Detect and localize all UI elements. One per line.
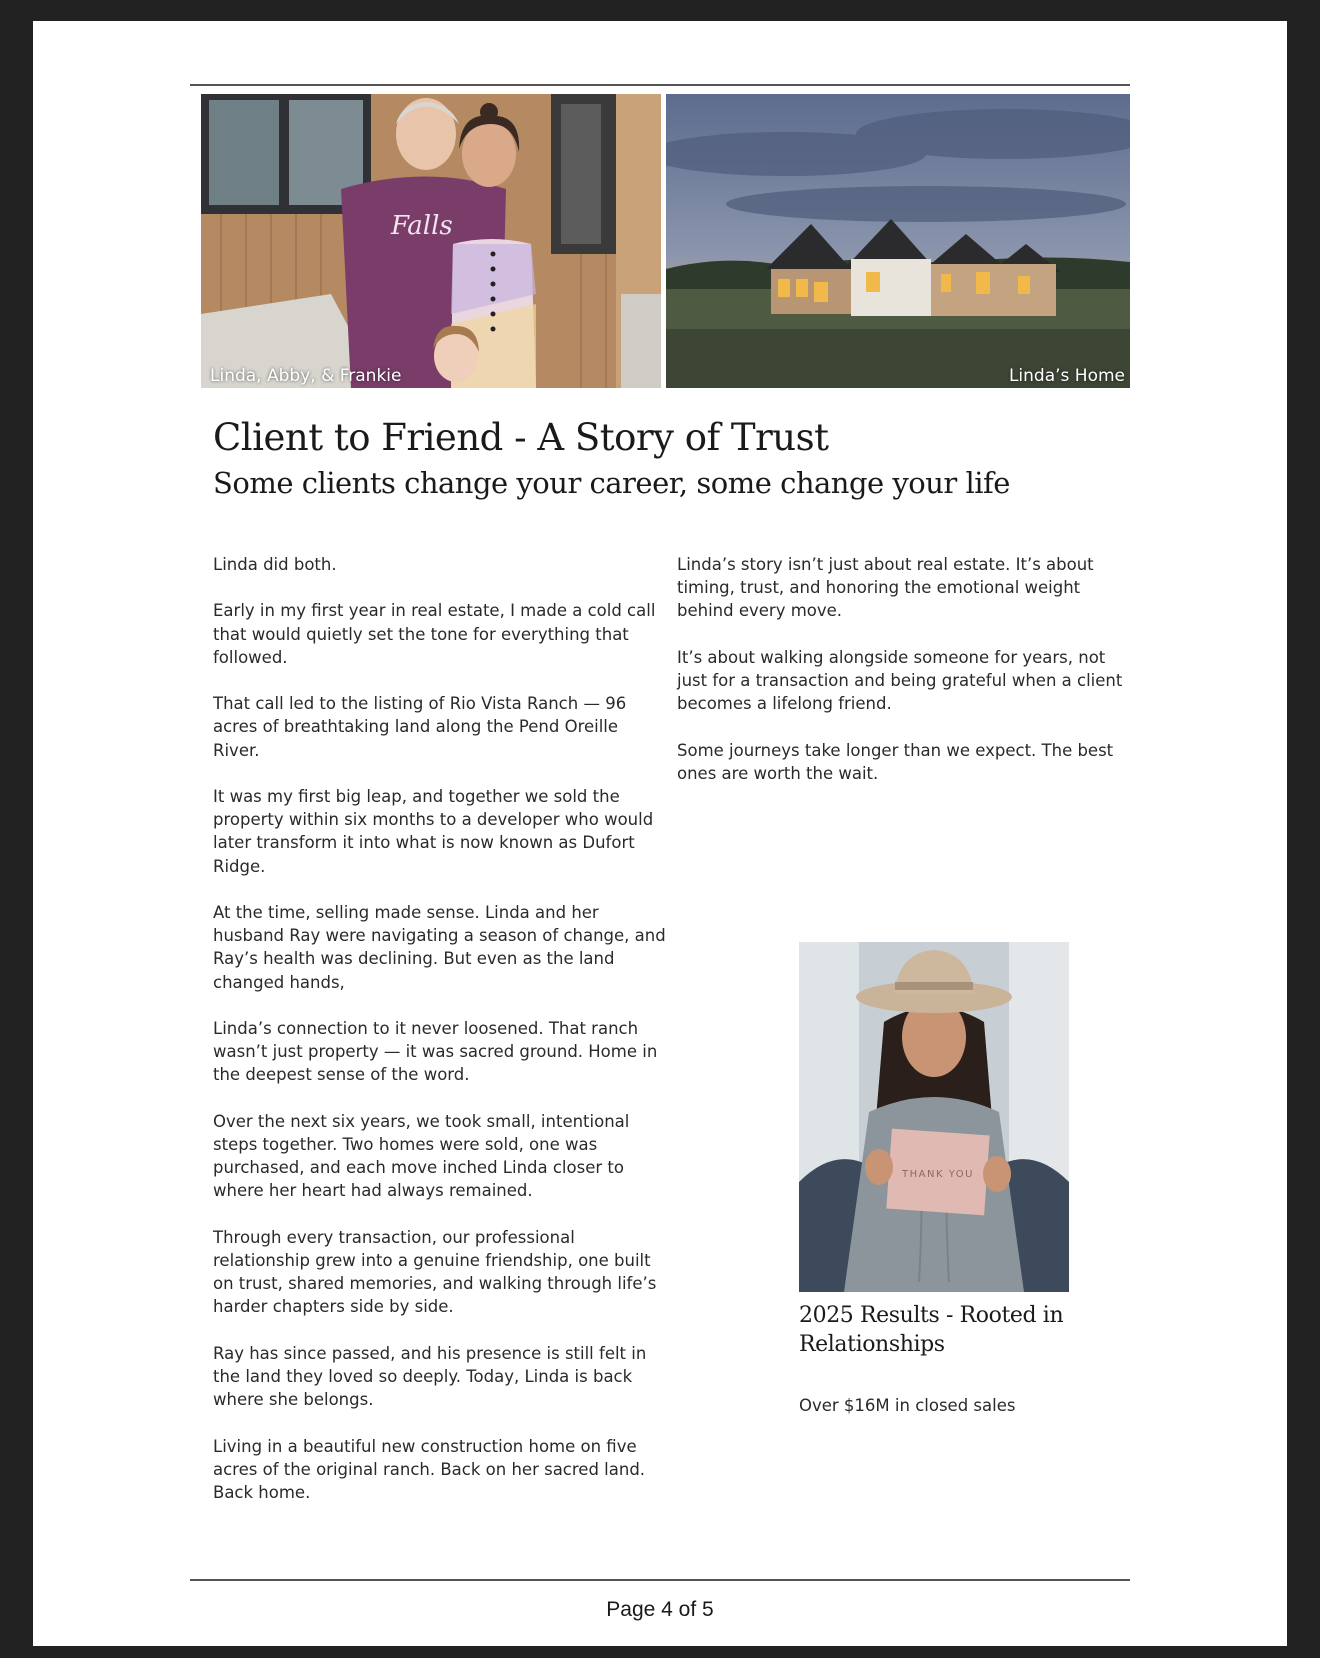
story-right-column xyxy=(677,553,1127,808)
article-subtitle: Some clients change your career, some change your life xyxy=(213,466,1010,500)
family-photo-illustration xyxy=(201,94,661,388)
paragraph: Through every transaction, our professional relationship grew into a genuine friendship, one built on trust, shared memories, and walking through life’s harder chapters side by side. xyxy=(213,1227,657,1317)
right-photo-caption: Linda’s Home xyxy=(1008,366,1125,386)
card-text: THANK YOU xyxy=(902,1169,974,1180)
paragraph: Some journeys take longer than we expect. The best ones are worth the wait. xyxy=(677,740,1114,783)
shirt-logo-text: Falls xyxy=(391,211,453,241)
paragraph: Ray has since passed, and his presence is still felt in the land they loved so deeply. Today, Linda is back where she belongs. xyxy=(213,1343,647,1410)
paragraph: Early in my first year in real estate, I made a cold call that would quietly set the tone for everything that followed. xyxy=(213,601,656,667)
photo-linda-abby-frankie xyxy=(201,94,661,388)
paragraph: At the time, selling made sense. Linda and her husband Ray were navigating a season of change, and Ray’s health was declining. But even as the land changed hands, xyxy=(213,902,666,992)
paragraph: It’s about walking alongside someone for years, not just for a transaction and being grateful when a client becomes a lifelong friend. xyxy=(677,647,1123,714)
paragraph: It was my first big leap, and together we sold the property within six months to a developer who would later transform it into what is now known as Dufort Ridge. xyxy=(213,786,654,876)
newsletter-page xyxy=(33,21,1287,1646)
left-photo-caption: Linda, Abby, & Frankie xyxy=(210,366,402,386)
paragraph: Over the next six years, we took small, intentional steps together. Two homes were sold, one was purchased, and each move inched Linda closer to where her heart had always remained. xyxy=(213,1111,630,1201)
paragraph: That call led to the listing of Rio Vista Ranch — 96 acres of breathtaking land along the Pend Oreille River. xyxy=(213,694,627,760)
page-number: Page 4 of 5 xyxy=(606,1598,714,1621)
paragraph: Linda’s story isn’t just about real estate. It’s about timing, trust, and honoring the emotional weight behind every move. xyxy=(677,555,1094,621)
paragraph: Linda did both. xyxy=(213,555,337,574)
portrait-illustration xyxy=(799,942,1069,1292)
photo-agent-thank-you xyxy=(799,942,1069,1292)
paragraph: Living in a beautiful new construction home on five acres of the original ranch. Back on her sacred land. Back home. xyxy=(213,1436,646,1502)
paragraph: Linda’s connection to it never loosened. That ranch wasn’t just property — it was sacred ground. Home in the deepest sense of the word. xyxy=(213,1018,658,1085)
story-left-column xyxy=(213,553,668,1527)
bottom-divider xyxy=(190,1579,1130,1581)
results-summary: Over $16M in closed sales xyxy=(799,1396,1016,1415)
results-heading: 2025 Results - Rooted in Relationships xyxy=(799,1303,1064,1357)
article-title: Client to Friend - A Story of Trust xyxy=(213,416,829,459)
home-photo-illustration xyxy=(666,94,1130,388)
top-divider xyxy=(190,84,1130,86)
photo-lindas-home xyxy=(666,94,1130,388)
